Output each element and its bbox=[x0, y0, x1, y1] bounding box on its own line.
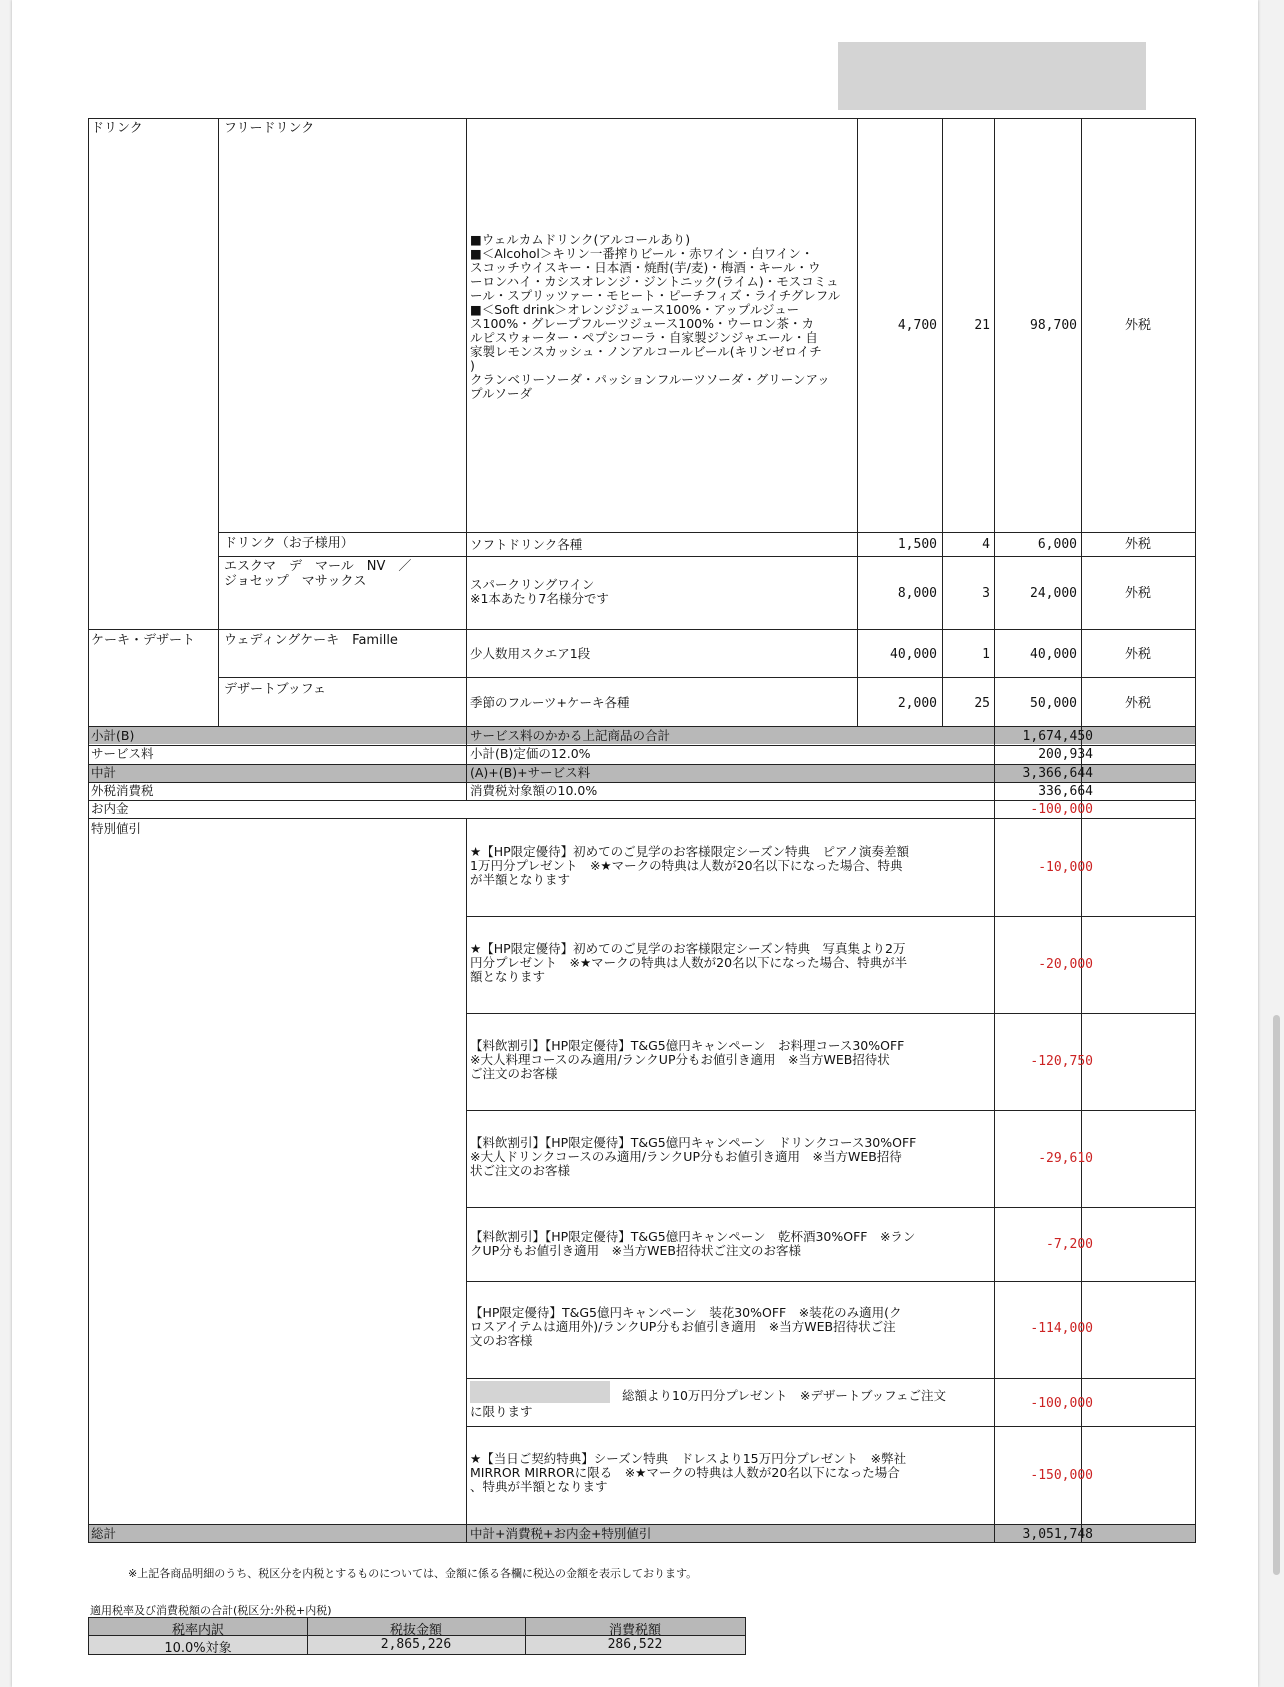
item-quantity: 3 bbox=[982, 586, 990, 601]
item-description: ■ウェルカムドリンク(アルコールあり) ■＜Alcohol＞キリン一番搾りビール・赤ワイン・白ワイン・ スコッチウイスキー・日本酒・焼酎(芋/麦)・梅酒・キール・ウ ーロンハイ・カシスオレンジ・ジントニック(ライム)・モスコミュ ール・スプリッツァー・モヒート・ピーチフィズ・ライチグレフル ■＜Soft drink＞オレンジジュース100%・アップルジュー ス100%・グレープフルーツジュース100%・ウーロン茶・カ ルピスウォーター・ペプシコーラ・自家製ジンジャエール・自 家製レモンスカッシュ・ノンアルコールビール(キリンゼロイチ ) クランベリーソーダ・パッションフルーツソーダ・グリーンアッ プルソーダ bbox=[470, 232, 841, 401]
discount-desc: ★【HP限定優待】初めてのご見学のお客様限定シーズン特典 写真集より2万 円分プレゼント ※★マークの特典は人数が20名以下になった場合、特典が半 額となります bbox=[470, 941, 908, 984]
discount-amount: -120,750 bbox=[1030, 1054, 1093, 1069]
item-unit-price: 1,500 bbox=[897, 537, 937, 552]
discount-desc: ★【当日ご契約特典】シーズン特典 ドレスより15万円分プレゼント ※弊社 MIRROR MIRRORに限る ※★マークの特典は人数が20名以下になった場合 、特典が半額となります bbox=[470, 1451, 907, 1494]
deposit-amount: -100,000 bbox=[1030, 802, 1093, 817]
discount-amount: -29,610 bbox=[1038, 1151, 1093, 1166]
discount-amount: -10,000 bbox=[1038, 860, 1093, 875]
grand-total-label: 総計 bbox=[91, 1526, 117, 1541]
tax-summary-table bbox=[88, 1617, 746, 1655]
subtotal-amount: 1,674,450 bbox=[1022, 729, 1093, 744]
midtotal-desc: (A)+(B)+サービス料 bbox=[470, 765, 591, 780]
redacted-discount-name bbox=[470, 1381, 610, 1403]
grand-total-amount: 3,051,748 bbox=[1022, 1527, 1093, 1542]
item-amount: 98,700 bbox=[1030, 318, 1077, 333]
item-tax-class: 外税 bbox=[1124, 647, 1151, 662]
item-category: ケーキ・デザート bbox=[91, 633, 196, 648]
item-description: ソフトドリンク各種 bbox=[470, 537, 583, 552]
item-name: フリードリンク bbox=[224, 121, 315, 136]
subtotal-desc: サービス料のかかる上記商品の合計 bbox=[470, 728, 671, 743]
discount-desc: 【HP限定優待】T&G5億円キャンペーン 装花30%OFF ※装花のみ適用(ク ロスアイテムは適用外)/ランクUP分もお値引き適用 ※当方WEB招待状ご注 文のお客様 bbox=[470, 1305, 902, 1348]
consumption-tax-desc: 消費税対象額の10.0% bbox=[470, 783, 598, 798]
discount-amount: -114,000 bbox=[1030, 1321, 1093, 1336]
midtotal-label: 中計 bbox=[91, 765, 117, 780]
item-amount: 50,000 bbox=[1030, 696, 1077, 711]
tax-header-tax: 消費税額 bbox=[608, 1623, 661, 1638]
item-unit-price: 4,700 bbox=[897, 318, 937, 333]
item-tax-class: 外税 bbox=[1124, 586, 1151, 601]
tax-table-caption: 適用税率及び消費税額の合計(税区分:外税+内税) bbox=[90, 1604, 332, 1617]
item-description: 季節のフルーツ+ケーキ各種 bbox=[470, 695, 630, 710]
service-fee-label: サービス料 bbox=[91, 746, 154, 761]
invoice-page bbox=[12, 0, 1258, 1687]
item-description: スパークリングワイン ※1本あたり7名様分です bbox=[470, 577, 609, 606]
discount-amount: -20,000 bbox=[1038, 957, 1093, 972]
vertical-scrollbar[interactable] bbox=[1273, 1015, 1280, 1575]
special-discount-label: 特別値引 bbox=[91, 821, 142, 836]
item-quantity: 25 bbox=[974, 696, 990, 711]
tax-header-net: 税抜金額 bbox=[389, 1623, 442, 1638]
discount-amount: -100,000 bbox=[1030, 1396, 1093, 1411]
tax-header-rate: 税率内訳 bbox=[171, 1623, 224, 1638]
consumption-tax-amount: 336,664 bbox=[1038, 784, 1093, 799]
tax-rate-value: 10.0%対象 bbox=[164, 1641, 232, 1656]
service-fee-amount: 200,934 bbox=[1038, 747, 1093, 762]
redacted-header-block bbox=[838, 42, 1146, 110]
tax-amount-value: 286,522 bbox=[607, 1637, 663, 1652]
item-unit-price: 2,000 bbox=[897, 696, 937, 711]
tax-net-value: 2,865,226 bbox=[380, 1637, 452, 1652]
service-fee-desc: 小計(B)定価の12.0% bbox=[470, 746, 591, 761]
deposit-label: お内金 bbox=[91, 801, 129, 816]
item-quantity: 21 bbox=[974, 318, 990, 333]
item-tax-class: 外税 bbox=[1124, 537, 1151, 552]
discount-desc-continued: に限ります bbox=[470, 1404, 533, 1419]
footnote: ※上記各商品明細のうち、税区分を内税とするものについては、金額に係る各欄に税込の金額を表示しております。 bbox=[128, 1567, 698, 1580]
item-tax-class: 外税 bbox=[1124, 318, 1151, 333]
discount-desc: 総額より10万円分プレゼント ※デザートブッフェご注文 bbox=[622, 1388, 947, 1403]
midtotal-amount: 3,366,644 bbox=[1022, 766, 1093, 781]
item-amount: 6,000 bbox=[1037, 537, 1077, 552]
grand-total-desc: 中計+消費税+お内金+特別値引 bbox=[470, 1526, 652, 1541]
item-name: ドリンク（お子様用） bbox=[224, 536, 354, 551]
item-quantity: 1 bbox=[982, 647, 990, 662]
item-quantity: 4 bbox=[982, 537, 990, 552]
item-amount: 24,000 bbox=[1030, 586, 1077, 601]
item-unit-price: 8,000 bbox=[897, 586, 937, 601]
consumption-tax-label: 外税消費税 bbox=[91, 783, 154, 798]
item-amount: 40,000 bbox=[1030, 647, 1077, 662]
item-unit-price: 40,000 bbox=[890, 647, 937, 662]
item-description: 少人数用スクエア1段 bbox=[470, 646, 591, 661]
item-tax-class: 外税 bbox=[1124, 696, 1151, 711]
discount-desc: 【料飲割引】【HP限定優待】T&G5億円キャンペーン お料理コース30%OFF ※大人料理コースのみ適用/ランクUP分もお値引き適用 ※当方WEB招待状 ご注文のお客様 bbox=[470, 1038, 905, 1081]
item-name: ウェディングケーキ Famille bbox=[224, 633, 398, 648]
item-category: ドリンク bbox=[91, 121, 143, 136]
discount-amount: -7,200 bbox=[1046, 1237, 1093, 1252]
discount-desc: 【料飲割引】【HP限定優待】T&G5億円キャンペーン ドリンクコース30%OFF ※大人ドリンクコースのみ適用/ランクUP分もお値引き適用 ※当方WEB招待 状ご注文のお客様 bbox=[470, 1135, 917, 1178]
discount-amount: -150,000 bbox=[1030, 1468, 1093, 1483]
item-name: デザートブッフェ bbox=[224, 682, 327, 697]
item-name: エスクマ デ マール NV ／ ジョセップ マサックス bbox=[224, 559, 412, 589]
subtotal-label: 小計(B) bbox=[91, 728, 135, 743]
discount-desc: ★【HP限定優待】初めてのご見学のお客様限定シーズン特典 ピアノ演奏差額 1万円分プレゼント ※★マークの特典は人数が20名以下になった場合、特典 が半額となります bbox=[470, 844, 910, 887]
discount-desc: 【料飲割引】【HP限定優待】T&G5億円キャンペーン 乾杯酒30%OFF ※ラン クUP分もお値引き適用 ※当方WEB招待状ご注文のお客様 bbox=[470, 1229, 916, 1258]
